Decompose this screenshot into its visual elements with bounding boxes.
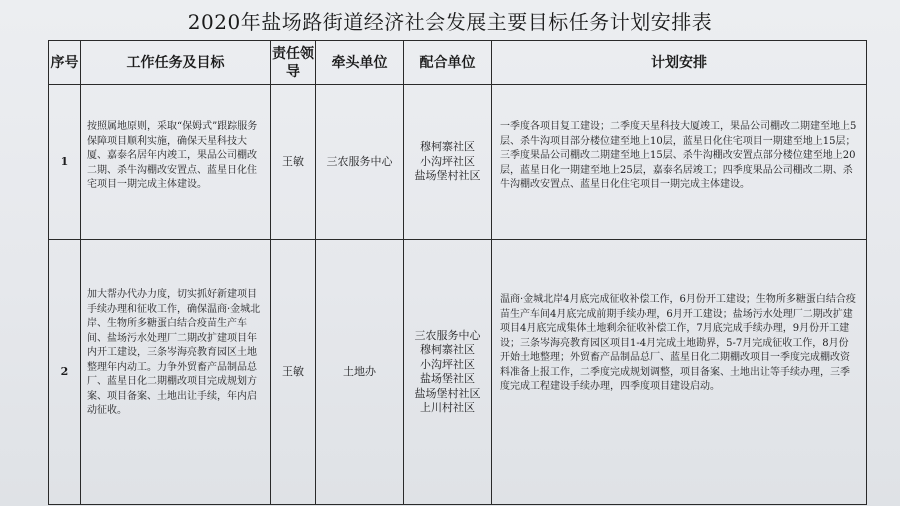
table-header-row xyxy=(49,41,867,85)
plan-table xyxy=(48,40,867,505)
header-seq: 序号 xyxy=(49,41,81,85)
coop-unit: 三农服务中心 xyxy=(414,328,481,342)
document-title: 2020年盐场路街道经济社会发展主要目标任务计划安排表 xyxy=(187,10,713,34)
row-plan: 一季度各项目复工建设；二季度天星科技大厦竣工，果品公司棚改二期建至地上5层、杀牛沟项目部分楼位建至地上10层，蓝星日化住宅项目一期建至地上15层；三季度果品公司棚改二期建至地上15层、杀牛沟棚改安置点部分楼位建至地上20层，蓝星日化一期建至地上25层，嘉泰名居竣工；四季度果品公司棚改二期、杀牛沟棚改安置点、蓝星日化住宅项目一期完成主体建设。 xyxy=(500,121,857,190)
coop-unit: 盐场堡社区 xyxy=(420,372,475,385)
coop-unit: 小沟坪社区 xyxy=(420,154,475,168)
header-plan: 计划安排 xyxy=(492,41,867,85)
row-coop-units xyxy=(404,85,492,240)
row-task: 按照属地原则，采取“保姆式”跟踪服务保障项目顺利实施，确保天星科技大厦、嘉泰名居年内竣工，果品公司棚改二期、杀牛沟棚改安置点、蓝星日化住宅项目一期完成主体建设。 xyxy=(87,121,258,190)
coop-unit: 小沟坪社区 xyxy=(420,357,475,371)
header-coop-unit: 配合单位 xyxy=(404,41,492,85)
row-lead-unit: 三农服务中心 xyxy=(316,85,404,240)
coop-unit: 穆柯寨社区 xyxy=(420,140,475,154)
table-row xyxy=(49,240,867,505)
coop-unit: 盐场堡村社区 xyxy=(414,169,481,183)
coop-unit: 上川村社区 xyxy=(420,401,475,414)
row-coop-units xyxy=(404,240,492,505)
row-plan: 温商·金城北岸4月底完成征收补偿工作，6月份开工建设；生物所多糖蛋白结合疫苗生产车间4月底完成前期手续办理，6月开工建设；盐场污水处理厂二期改扩建项目4月底完成集体土地剩余征收补偿工作，7月底完成手续办理，9月份开工建设；三条岑海亮教育园区项目1-4月完成土地勘界，5-7月完成征收工作，8月份开始土地整理；外贸畜产品制品总厂、蓝星日化二期棚改项目一季度完成棚改资料准备上报工作，二季度完成规划调整，项目备案、土地出让等手续办理，三季度完成工程建设手续办理，四季度项目建设启动。 xyxy=(500,294,856,392)
table-row xyxy=(49,85,867,240)
row-seq: 2 xyxy=(60,364,69,378)
row-task: 加大帮办代办力度，切实抓好新建项目手续办理和征收工作，确保温商·金城北岸、生物所多糖蛋白结合疫苗生产车间、盐场污水处理厂二期改扩建项目年内开工建设，三条岑海亮教育园区土地整理年内动工。力争外贸畜产品制品总厂、蓝星日化二期棚改项目完成规划方案、项目备案、土地出让手续，年内启动征收。 xyxy=(87,289,261,416)
row-leader: 王敏 xyxy=(271,240,316,505)
coop-unit: 穆柯寨社区 xyxy=(420,343,475,356)
header-task: 工作任务及目标 xyxy=(81,41,271,85)
coop-unit: 盐场堡村社区 xyxy=(414,386,481,400)
row-leader: 王敏 xyxy=(271,85,316,240)
row-lead-unit: 土地办 xyxy=(316,240,404,505)
header-leader: 责任领导 xyxy=(271,41,316,85)
row-seq: 1 xyxy=(60,154,69,168)
header-lead-unit: 牵头单位 xyxy=(316,41,404,85)
